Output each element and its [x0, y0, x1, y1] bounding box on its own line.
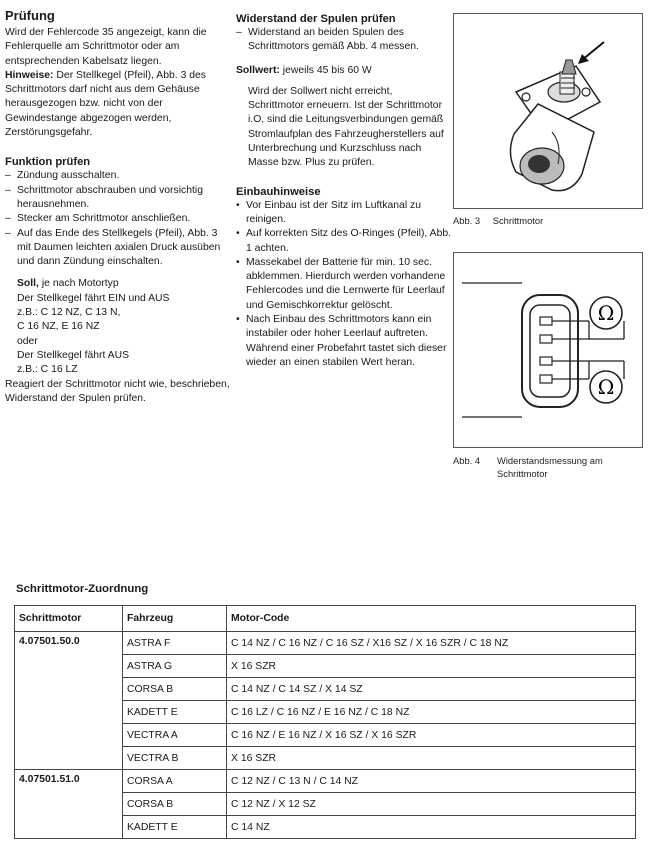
sollwert-label: Sollwert:: [236, 64, 280, 76]
soll-line: Der Stellkegel fährt EIN und AUS: [17, 292, 170, 304]
list-item: • Vor Einbau ist der Sitz im Luftkanal zu reinigen.: [236, 199, 451, 228]
soll-line: z.B.: C 12 NZ, C 13 N,: [17, 307, 121, 319]
code-cell: C 14 NZ: [227, 816, 636, 839]
list-item: – Stecker am Schrittmotor anschließen.: [5, 212, 230, 226]
list-item: – Widerstand an beiden Spulen des Schrittmotors gemäß Abb. 4 messen.: [236, 26, 451, 55]
sollwert-line: [236, 64, 451, 78]
list-item: • Nach Einbau des Schrittmotors kann ein instabiler oder hoher Leerlauf auftreten. Während einer Probefahrt tastet sich dieser wieder an einen stabilen Wert heran.: [236, 313, 451, 370]
column-widerstand: [236, 12, 451, 370]
ohm-symbol: Ω: [597, 301, 615, 325]
list-item: • Massekabel der Batterie für min. 10 sec. abklemmen. Hierdurch werden vorhandene Fehlercodes und die Lernwerte für Leerlauf und Gemischkorrektur gelöscht.: [236, 256, 451, 313]
figure-number: Abb. 4: [453, 455, 481, 466]
list-item: – Schrittmotor abschrauben und vorsichtig herausnehmen.: [5, 184, 230, 213]
vehicle-cell: VECTRA B: [123, 747, 227, 770]
table-row: [15, 632, 636, 655]
figure-number: Abb. 3: [453, 215, 481, 226]
stepper-motor-illustration: [454, 14, 642, 208]
widerstand-steps-list: [236, 26, 451, 55]
hint-paragraph: [5, 69, 230, 140]
vehicle-cell: VECTRA A: [123, 724, 227, 747]
hint-text: Der Stellkegel (Pfeil), Abb. 3 des Schrittmotors darf nicht aus dem Gehäuse herausgezogen bzw. nicht von der Gewindestange abgezogen werden, Zerstörungsgefahr.: [5, 69, 206, 139]
column-pruefung: [5, 8, 230, 406]
code-cell: C 16 NZ / E 16 NZ / X 16 SZ / X 16 SZR: [227, 724, 636, 747]
soll-heading: [17, 277, 230, 291]
soll-line: Der Stellkegel fährt AUS: [17, 349, 130, 361]
list-item: – Auf das Ende des Stellkegels (Pfeil), Abb. 3 mit Daumen leichten axialen Druck ausüben und dann Zündung einschalten.: [5, 227, 230, 270]
table-title: Schrittmotor-Zuordnung: [16, 583, 149, 595]
code-cell: C 12 NZ / X 12 SZ: [227, 793, 636, 816]
resistance-diagram: [454, 253, 642, 447]
table-header-row: [15, 606, 636, 632]
code-cell: X 16 SZR: [227, 655, 636, 678]
column-header: Fahrzeug: [123, 606, 227, 632]
motor-cell: 4.07501.50.0: [15, 632, 123, 770]
figure-3-frame: [453, 13, 643, 209]
motor-cell: 4.07501.51.0: [15, 770, 123, 839]
install-list: [236, 199, 451, 371]
vehicle-cell: CORSA B: [123, 678, 227, 701]
table-row: [15, 770, 636, 793]
intro-text: Wird der Fehlercode 35 angezeigt, kann die Fehlerquelle am Schrittmotor oder am entsprechenden Kabelsatz liegen.: [5, 27, 207, 67]
code-cell: C 12 NZ / C 13 N / C 14 NZ: [227, 770, 636, 793]
section-title-pruefung: Prüfung: [5, 8, 55, 23]
column-header: Schrittmotor: [15, 606, 123, 632]
figure-caption-text: Widerstandsmessung am Schrittmotor: [497, 455, 603, 479]
sollwert-value: jeweils 45 bis 60 W: [282, 64, 372, 76]
code-cell: C 14 NZ / C 14 SZ / X 14 SZ: [227, 678, 636, 701]
vehicle-cell: ASTRA G: [123, 655, 227, 678]
code-cell: C 14 NZ / C 16 NZ / C 16 SZ / X16 SZ / X 16 SZR / C 18 NZ: [227, 632, 636, 655]
assignment-table: [14, 605, 636, 839]
soll-label: Soll,: [17, 278, 39, 290]
section-title-einbau: Einbauhinweise: [236, 185, 321, 198]
closing-text: Reagiert der Schrittmotor nicht wie, beschrieben, Widerstand der Spulen prüfen.: [5, 378, 230, 404]
soll-block: [5, 277, 230, 377]
hint-label: Hinweise:: [5, 69, 54, 81]
soll-line: C 16 NZ, E 16 NZ: [17, 321, 100, 333]
soll-text: je nach Motortyp: [41, 278, 119, 290]
vehicle-cell: CORSA A: [123, 770, 227, 793]
soll-line: z.B.: C 16 LZ: [17, 364, 78, 376]
sollwert-paragraph: Wird der Sollwert nicht erreicht, Schrittmotor erneuern. Ist der Schrittmotor i.O, sind die Leitungsverbindungen gemäß Stromlaufplan des Fahrzeugherstellers auf Unterbrechung und Kurzschluss nach Masse bzw. Plus zu prüfen.: [248, 85, 444, 169]
list-item: – Zündung ausschalten.: [5, 169, 230, 183]
soll-or: oder: [17, 335, 38, 347]
figure-4-frame: [453, 252, 643, 448]
figure-3-caption: [453, 215, 543, 228]
vehicle-cell: KADETT E: [123, 701, 227, 724]
vehicle-cell: CORSA B: [123, 793, 227, 816]
function-steps-list: [5, 169, 230, 269]
code-cell: X 16 SZR: [227, 747, 636, 770]
list-item: • Auf korrekten Sitz des O-Ringes (Pfeil), Abb. 1 achten.: [236, 227, 451, 256]
figure-caption-text: Schrittmotor: [492, 215, 544, 226]
ohm-symbol: Ω: [597, 375, 615, 399]
figure-4-caption: [453, 455, 643, 480]
vehicle-cell: ASTRA F: [123, 632, 227, 655]
section-title-funktion: Funktion prüfen: [5, 156, 91, 169]
vehicle-cell: KADETT E: [123, 816, 227, 839]
code-cell: C 16 LZ / C 16 NZ / E 16 NZ / C 18 NZ: [227, 701, 636, 724]
section-title-widerstand: Widerstand der Spulen prüfen: [236, 13, 396, 25]
column-header: Motor-Code: [227, 606, 636, 632]
